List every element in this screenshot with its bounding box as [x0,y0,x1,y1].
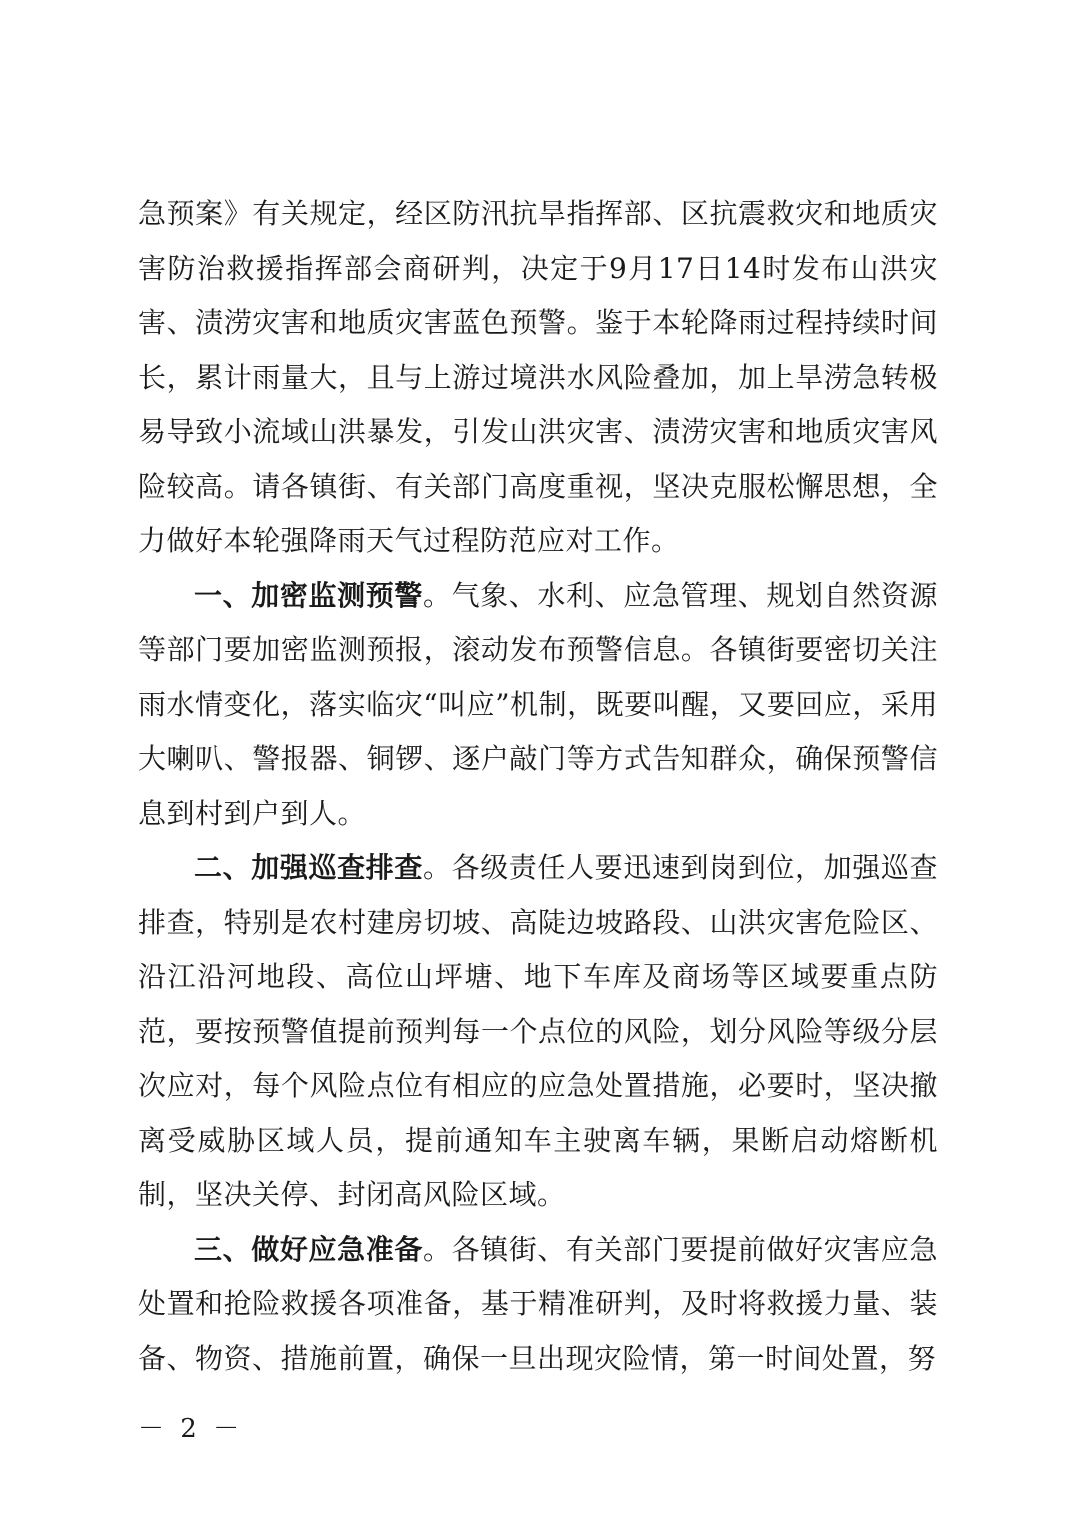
paragraph-text: 急预案》有关规定，经区防汛抗旱指挥部、区抗震救灾和地质灾害防治救援指挥部会商研判，决定于9月17日14时发布山洪灾害、渍涝灾害和地质灾害蓝色预警。鉴于本轮降雨过程持续时间长，累计雨量大，且与上游过境洪水风险叠加，加上旱涝急转极易导致小流域山洪暴发，引发山洪灾害、渍涝灾害和地质灾害风险较高。请各镇街、有关部门高度重视，坚决克服松懈思想，全力做好本轮强降雨天气过程防范应对工作。 [138,197,938,557]
paragraph-monitoring [138,569,938,842]
paragraph-inspection [138,841,938,1223]
paragraph-text: 。各镇街、有关部门要提前做好灾害应急处置和抢险救援各项准备，基于精准研判，及时将救援力量、装备、物资、措施前置，确保一旦出现灾险情，第一时间处置，努 [138,1232,938,1375]
page-number: － 2 － [138,1414,244,1444]
section-heading: 二、加强巡查排查 [194,851,423,884]
section-heading: 一、加密监测预警 [194,578,423,612]
paragraph-continuation [138,187,938,569]
section-heading: 三、做好应急准备 [194,1232,423,1266]
document-body [138,187,938,1386]
paragraph-text: 。气象、水利、应急管理、规划自然资源等部门要加密监测预报，滚动发布预警信息。各镇街要密切关注雨水情变化，落实临灾“叫应”机制，既要叫醒，又要回应，采用大喇叭、警报器、铜锣、逐户敲门等方式告知群众，确保预警信息到村到户到人。 [138,578,938,830]
paragraph-text: 。各级责任人要迅速到岗到位，加强巡查排查，特别是农村建房切坡、高陡边坡路段、山洪灾害危险区、沿江沿河地段、高位山坪塘、地下车库及商场等区域要重点防范，要按预警值提前预判每一个点位的风险，划分风险等级分层次应对，每个风险点位有相应的应急处置措施，必要时，坚决撤离受威胁区域人员，提前通知车主驶离车辆，果断启动熔断机制，坚决关停、封闭高风险区域。 [138,851,938,1211]
paragraph-emergency-preparation [138,1223,938,1387]
